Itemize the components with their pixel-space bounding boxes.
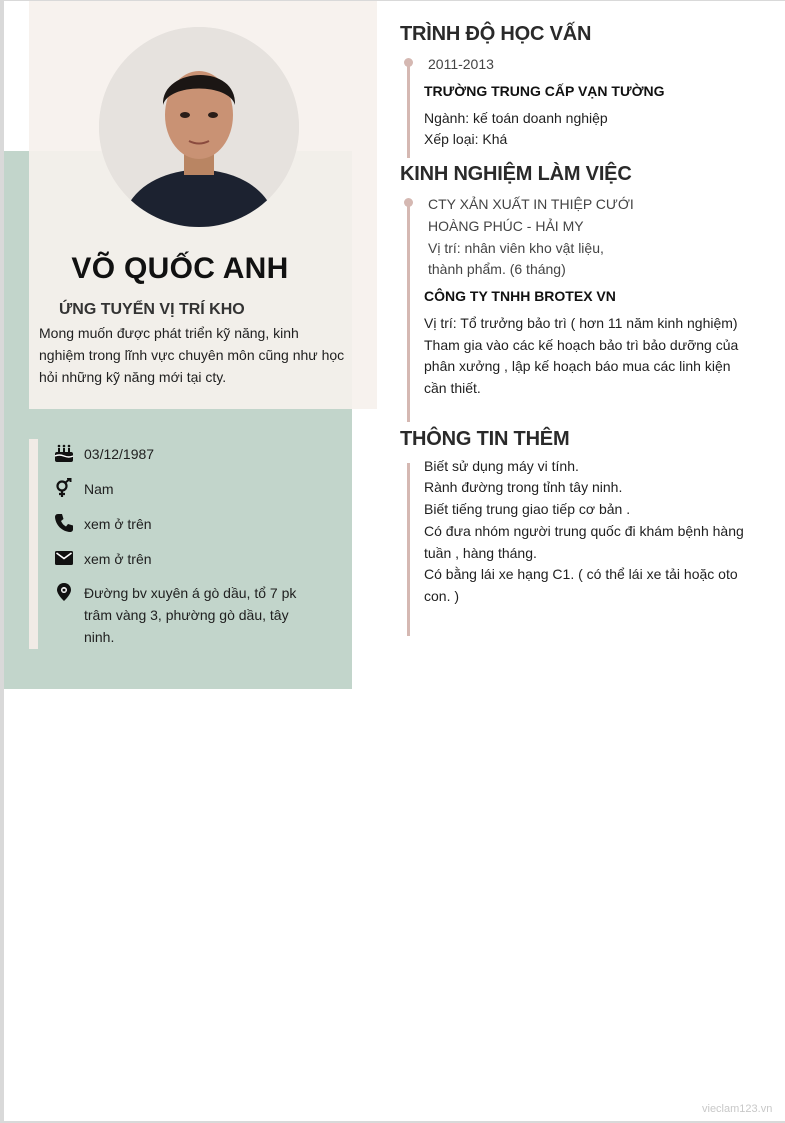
additional-info-line: Có đưa nhóm người trung quốc đi khám bệnh hàng: [424, 523, 744, 539]
birthday-value: 03/12/1987: [84, 446, 155, 462]
gender-icon: [54, 478, 74, 498]
education-major: Ngành: kế toán doanh nghiệp: [424, 110, 608, 126]
address-line: Đường bv xuyên á gò dầu, tổ 7 pk: [84, 585, 297, 601]
objective-line: hỏi những kỹ năng mới tại cty.: [39, 369, 227, 385]
watermark: vieclam123.vn: [702, 1103, 773, 1115]
experience-heading: KINH NGHIỆM LÀM VIỆC: [400, 163, 632, 185]
gender-value: Nam: [84, 481, 114, 497]
contact-address: [54, 582, 296, 648]
avatar-photo: [99, 27, 299, 227]
phone-icon: [54, 513, 74, 533]
location-pin-icon: [54, 582, 74, 602]
contact-email: [54, 548, 152, 570]
contact-gender: [54, 478, 114, 500]
education-period: 2011-2013: [428, 56, 494, 72]
contact-birthday: [54, 443, 154, 465]
candidate-name: VÕ QUỐC ANH: [71, 252, 289, 285]
contact-accent-bar: [29, 439, 38, 649]
birthday-cake-icon: [54, 443, 74, 463]
education-school: TRƯỜNG TRUNG CẤP VẠN TƯỜNG: [424, 83, 665, 99]
job1-line: HOÀNG PHÚC - HẢI MY: [428, 218, 584, 234]
job1-line: CTY XẢN XUẤT IN THIỆP CƯỚI: [428, 196, 634, 212]
additional-info-line: Biết tiếng trung giao tiếp cơ bản .: [424, 501, 631, 517]
job1-line: thành phẩm. (6 tháng): [428, 261, 566, 277]
objective-line: Mong muốn được phát triển kỹ năng, kinh: [39, 325, 299, 341]
job2-description-line: phân xưởng , lập kế hoạch báo mua các linh kiện: [424, 358, 731, 374]
additional-info-line: Có bằng lái xe hạng C1. ( có thể lái xe tải hoặc oto: [424, 566, 738, 582]
education-rank: Xếp loại: Khá: [424, 131, 508, 147]
additional-info-line: Biết sử dụng máy vi tính.: [424, 458, 579, 474]
additional-info-line: Rành đường trong tỉnh tây ninh.: [424, 479, 623, 495]
additional-info-line: tuần , hàng tháng.: [424, 545, 537, 561]
job2-company: CÔNG TY TNHH BROTEX VN: [424, 288, 616, 304]
career-objective: [39, 322, 357, 388]
additional-info-heading: THÔNG TIN THÊM: [400, 428, 570, 450]
experience-timeline-dot: [404, 198, 413, 207]
applied-position: ỨNG TUYỂN VỊ TRÍ KHO: [59, 301, 245, 318]
contact-phone: [54, 513, 152, 535]
job2-description-line: cần thiết.: [424, 380, 481, 396]
address-line: trâm vàng 3, phường gò dầu, tây: [84, 607, 289, 623]
education-timeline: [407, 60, 410, 158]
email-value: xem ở trên: [84, 551, 152, 567]
address-line: ninh.: [84, 629, 115, 645]
phone-value: xem ở trên: [84, 516, 152, 532]
address-value: [84, 582, 296, 648]
additional-info-line: con. ): [424, 588, 460, 604]
job2-role: Vị trí: Tổ trưởng bảo trì ( hơn 11 năm kinh nghiệm): [424, 315, 738, 331]
job1-line: Vị trí: nhân viên kho vật liệu,: [428, 240, 604, 256]
experience-timeline: [407, 200, 410, 422]
email-icon: [54, 548, 74, 568]
education-timeline-dot: [404, 58, 413, 67]
additional-info-timeline: [407, 463, 410, 636]
objective-line: nghiệm trong lĩnh vực chuyên môn cũng như học: [39, 347, 345, 363]
job2-description-line: Tham gia vào các kế hoạch bảo trì bảo dưỡng của: [424, 337, 739, 353]
education-heading: TRÌNH ĐỘ HỌC VẤN: [400, 23, 592, 45]
